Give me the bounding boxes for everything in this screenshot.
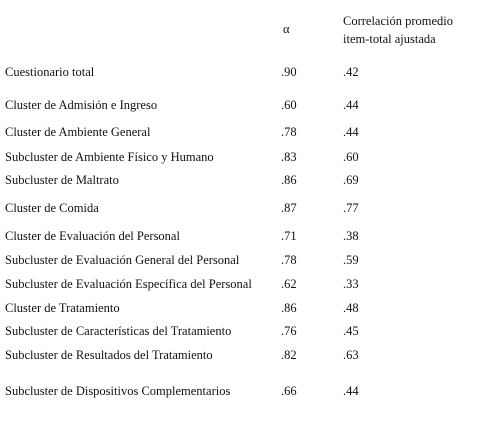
row-label: Subcluster de Características del Tratamiento [5, 324, 232, 338]
row-correlation: .44 [343, 384, 359, 398]
row-alpha: .90 [281, 65, 297, 79]
row-correlation: .42 [343, 65, 359, 79]
header-correlation-line2: item-total ajustada [343, 32, 436, 46]
row-correlation: .69 [343, 173, 359, 187]
header-correlation-line1: Correlación promedio [343, 14, 454, 28]
row-correlation: .59 [343, 253, 359, 267]
row-correlation: .33 [343, 277, 359, 291]
row-label: Subcluster de Dispositivos Complementarios [5, 384, 231, 398]
table-row [0, 149, 486, 165]
header-correlation [343, 12, 453, 48]
row-alpha: .83 [281, 150, 297, 164]
table-row [0, 323, 486, 339]
row-alpha: .62 [281, 277, 297, 291]
row-correlation: .48 [343, 301, 359, 315]
row-alpha: .66 [281, 384, 297, 398]
row-label: Subcluster de Resultados del Tratamiento [5, 348, 213, 362]
row-label: Subcluster de Ambiente Físico y Humano [5, 150, 214, 164]
table-row [0, 172, 486, 188]
row-alpha: .78 [281, 125, 297, 139]
row-alpha: .60 [281, 98, 297, 112]
table-row [0, 300, 486, 316]
row-label: Subcluster de Evaluación General del Personal [5, 253, 240, 267]
table-row [0, 64, 486, 80]
table-row [0, 252, 486, 268]
row-alpha: .86 [281, 173, 297, 187]
table-row [0, 97, 486, 113]
row-correlation: .60 [343, 150, 359, 164]
row-alpha: .71 [281, 229, 297, 243]
table-row [0, 383, 486, 399]
row-label: Cluster de Ambiente General [5, 125, 151, 139]
row-correlation: .44 [343, 125, 359, 139]
row-label: Cluster de Tratamiento [5, 301, 120, 315]
row-label: Subcluster de Evaluación Específica del Personal [5, 277, 252, 291]
row-alpha: .76 [281, 324, 297, 338]
row-correlation: .77 [343, 201, 359, 215]
table-row [0, 124, 486, 140]
row-label: Cluster de Comida [5, 201, 99, 215]
row-correlation: .44 [343, 98, 359, 112]
row-label: Cluster de Admisión e Ingreso [5, 98, 158, 112]
row-correlation: .63 [343, 348, 359, 362]
table-row [0, 228, 486, 244]
row-label: Subcluster de Maltrato [5, 173, 119, 187]
row-label: Cuestionario total [5, 65, 95, 79]
row-correlation: .38 [343, 229, 359, 243]
table-row [0, 347, 486, 363]
row-alpha: .78 [281, 253, 297, 267]
header-alpha: α [283, 22, 290, 36]
row-correlation: .45 [343, 324, 359, 338]
row-label: Cluster de Evaluación del Personal [5, 229, 180, 243]
row-alpha: .86 [281, 301, 297, 315]
row-alpha: .82 [281, 348, 297, 362]
table-row [0, 276, 486, 292]
table-row [0, 200, 486, 216]
row-alpha: .87 [281, 201, 297, 215]
